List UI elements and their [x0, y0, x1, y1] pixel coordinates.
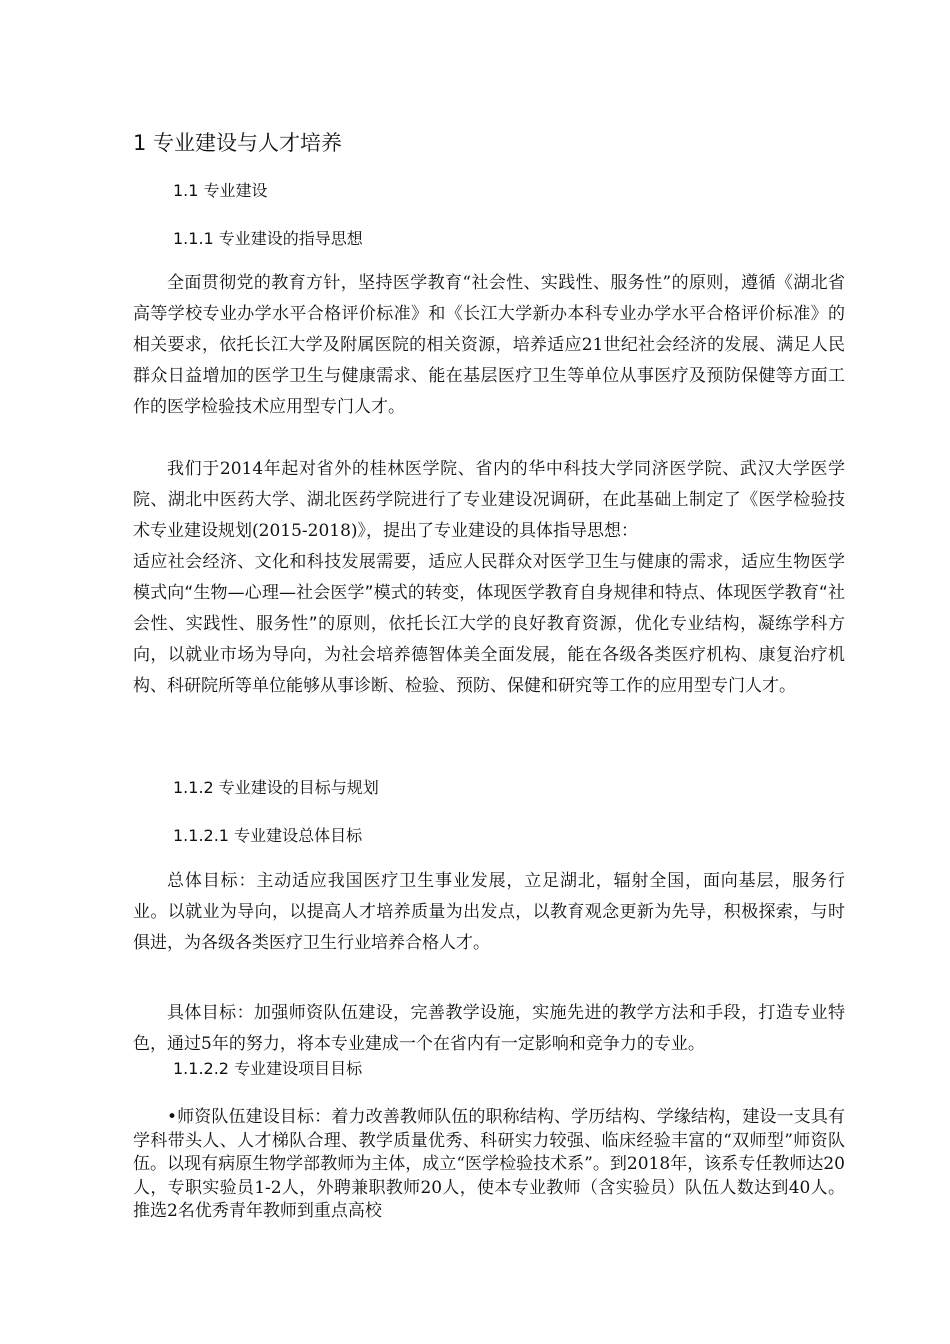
paragraph-overall-goal: 总体目标：主动适应我国医疗卫生事业发展，立足湖北，辐射全国，面向基层，服务行业。以就业为导向，以提高人才培养质量为出发点，以教育观念更新为先导，积极探索，与时俱进，为各级各类医疗卫生行业培养合格人才。: [133, 871, 845, 953]
heading-1-1-2: 1.1.2 专业建设的目标与规划: [173, 778, 379, 797]
heading-1: 1 专业建设与人才培养: [133, 131, 343, 155]
heading-1-1-2-2: 1.1.2.2 专业建设项目目标: [173, 1059, 363, 1078]
heading-1-1-1: 1.1.1 专业建设的指导思想: [173, 229, 363, 248]
bullet-faculty-goal: [133, 1106, 845, 1224]
bullet-text: 着力改善教师队伍的职称结构、学历结构、学缘结构，建设一支具有学科带头人、人才梯队合理、教学质量优秀、科研实力较强、临床经验丰富的“双师型”师资队伍。以现有病原生物学部教师为主体，成立“医学检验技术系”。到2018年，该系专任教师达20人，专职实验员1-2人，外聘兼职教师20人，使本专业教师（含实验员）队伍人数达到40人。推选2名优秀青年教师到重点高校: [133, 1107, 846, 1221]
paragraph-survey: 我们于2014年起对省外的桂林医学院、省内的华中科技大学同济医学院、武汉大学医学院、湖北中医药大学、湖北医药学院进行了专业建设况调研，在此基础上制定了《医学检验技术专业建设规划(2015-2018)》，提出了专业建设的具体指导思想：: [133, 459, 845, 541]
paragraph-guiding-principle: 全面贯彻党的教育方针，坚持医学教育“社会性、实践性、服务性”的原则，遵循《湖北省高等学校专业办学水平合格评价标准》和《长江大学新办本科专业办学水平合格评价标准》的相关要求，依托长江大学及附属医院的相关资源，培养适应21世纪社会经济的发展、满足人民群众日益增加的医学卫生与健康需求、能在基层医疗卫生等单位从事医疗及预防保健等方面工作的医学检验技术应用型专门人才。: [133, 273, 845, 417]
paragraph-guiding-thought: 适应社会经济、文化和科技发展需要，适应人民群众对医学卫生与健康的需求，适应生物医学模式向“生物—心理—社会医学”模式的转变，体现医学教育自身规律和特点、体现医学教育“社会性、实践性、服务性”的原则，依托长江大学的良好教育资源，优化专业结构，凝练学科方向，以就业市场为导向，为社会培养德智体美全面发展，能在各级各类医疗机构、康复治疗机构、科研院所等单位能够从事诊断、检验、预防、保健和研究等工作的应用型专门人才。: [133, 552, 845, 696]
heading-1-1: 1.1 专业建设: [173, 181, 268, 200]
heading-1-1-2-1: 1.1.2.1 专业建设总体目标: [173, 826, 363, 845]
paragraph-specific-goal: 具体目标：加强师资队伍建设，完善教学设施，实施先进的教学方法和手段，打造专业特色，通过5年的努力，将本专业建成一个在省内有一定影响和竞争力的专业。: [133, 1003, 845, 1054]
bullet-title: •师资队伍建设目标：: [167, 1107, 332, 1127]
